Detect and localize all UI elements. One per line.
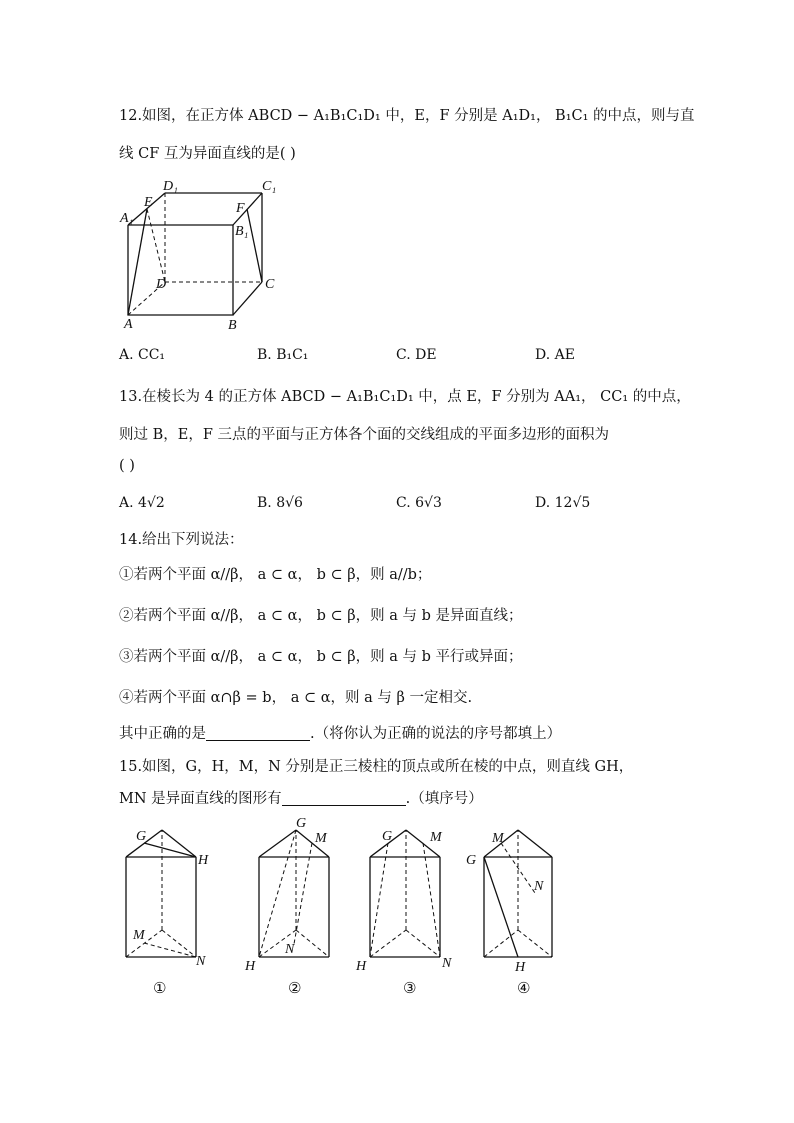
fig4-label-N: N bbox=[534, 879, 544, 894]
q15-line2-pre: MN 是异面直线的图形有 bbox=[119, 791, 282, 807]
q12-option-a: A. CC₁ bbox=[119, 347, 166, 363]
fig4-label-H: H bbox=[515, 960, 526, 975]
q14-intro: 14.给出下列说法： bbox=[119, 532, 244, 548]
q14-item-1: ①若两个平面 α//β， a ⊂ α， b ⊂ β，则 a//b； bbox=[119, 567, 432, 583]
label-D: D bbox=[156, 277, 167, 292]
label-F: F bbox=[236, 201, 245, 216]
q13-line2: 则过 B，E，F 三点的平面与正方体各个面的交线组成的平面多边形的面积为 bbox=[119, 427, 610, 443]
q12-line1: 12.如图，在正方体 ABCD − A₁B₁C₁D₁ 中，E，F 分别是 A₁D₁， B₁C₁ 的中点，则与直 bbox=[119, 108, 695, 124]
fig3-label-N: N bbox=[442, 956, 452, 971]
fig4-caption: ④ bbox=[517, 979, 531, 997]
q13-option-d: D. 12√5 bbox=[535, 495, 591, 511]
fig3-label-M: M bbox=[430, 830, 442, 845]
label-A: A bbox=[124, 317, 133, 332]
q15-line2-post: .（填序号） bbox=[405, 791, 483, 807]
q14-item-2: ②若两个平面 α//β， a ⊂ α， b ⊂ β，则 a 与 b 是异面直线； bbox=[119, 608, 523, 624]
label-B1: B₁ bbox=[235, 224, 249, 239]
q13-option-c: C. 6√3 bbox=[396, 495, 442, 511]
fig4-label-M: M bbox=[492, 831, 504, 846]
label-C: C bbox=[265, 277, 275, 292]
label-D1: D₁ bbox=[163, 179, 178, 194]
fig3-label-H: H bbox=[356, 959, 367, 974]
fig2-caption: ② bbox=[288, 979, 302, 997]
fig1-label-H: H bbox=[198, 853, 209, 868]
fig3-label-G: G bbox=[382, 829, 393, 844]
fig4-label-G: G bbox=[466, 853, 477, 868]
q13-line1: 13.在棱长为 4 的正方体 ABCD − A₁B₁C₁D₁ 中，点 E，F 分别为 AA₁， CC₁ 的中点， bbox=[119, 389, 691, 405]
q12-option-d: D. AE bbox=[535, 347, 575, 363]
label-B: B bbox=[228, 318, 237, 333]
fig2-label-M: M bbox=[315, 831, 327, 846]
q14-item-4: ④若两个平面 α∩β = b， a ⊂ α，则 a 与 β 一定相交. bbox=[119, 690, 473, 706]
fig1-label-G: G bbox=[136, 829, 147, 844]
fig2-label-N: N bbox=[285, 942, 295, 957]
q14-conclusion-pre: 其中正确的是 bbox=[119, 726, 206, 742]
fig2-label-H: H bbox=[245, 959, 256, 974]
q12-option-b: B. B₁C₁ bbox=[257, 347, 309, 363]
fig1-label-M: M bbox=[133, 928, 145, 943]
fig3-caption: ③ bbox=[403, 979, 417, 997]
q13-option-a: A. 4√2 bbox=[119, 495, 165, 511]
q13-option-b: B. 8√6 bbox=[257, 495, 303, 511]
q13-line3: ( ) bbox=[119, 458, 135, 474]
fig2-label-G: G bbox=[296, 816, 307, 831]
fig1-caption: ① bbox=[153, 979, 167, 997]
fig1-label-N: N bbox=[196, 954, 206, 969]
q14-item-3: ③若两个平面 α//β， a ⊂ α， b ⊂ β，则 a 与 b 平行或异面； bbox=[119, 649, 523, 665]
q14-conclusion-post: .（将你认为正确的说法的序号都填上） bbox=[310, 726, 562, 742]
q15-line1: 15.如图，G，H，M，N 分别是正三棱柱的顶点或所在棱的中点，则直线 GH， bbox=[119, 759, 634, 775]
q12-option-c: C. DE bbox=[396, 347, 437, 363]
label-A1: A₁ bbox=[120, 211, 134, 226]
label-C1: C₁ bbox=[262, 179, 277, 194]
q12-line2: 线 CF 互为异面直线的是( ) bbox=[119, 146, 296, 162]
label-E: E bbox=[144, 195, 153, 210]
